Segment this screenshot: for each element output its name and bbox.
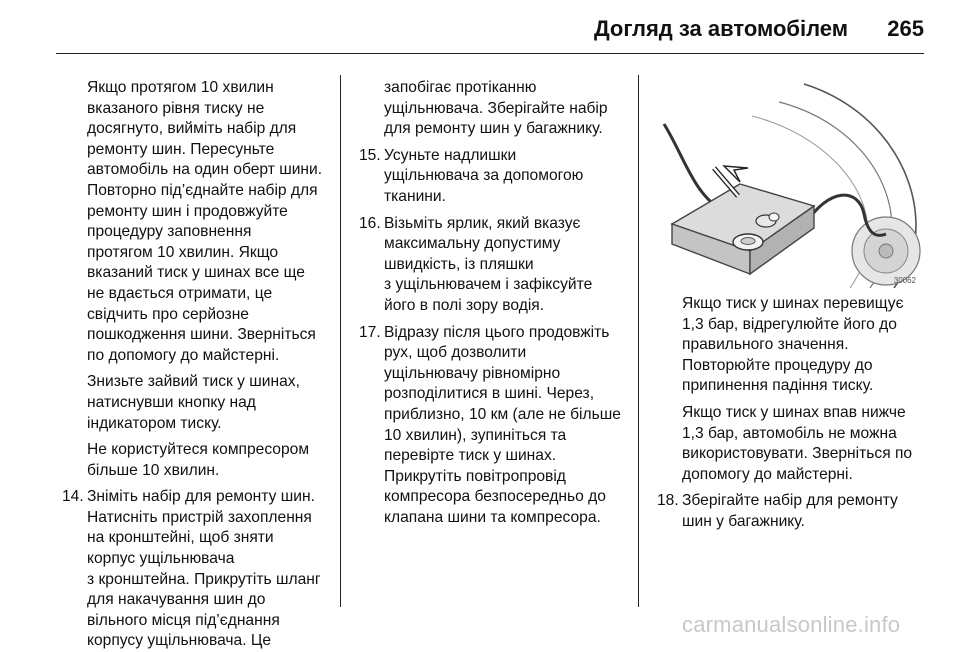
step-text: Усуньте надлишки ущільнювача за допомогою тканини. (384, 146, 584, 205)
site-watermark: carmanualsonline.info (682, 612, 901, 637)
column-2 (359, 78, 634, 528)
step-16 (359, 214, 634, 317)
column-divider-2 (638, 75, 639, 607)
column-1 (62, 78, 335, 652)
column-3 (657, 294, 924, 533)
step-text: Відразу після цього продовжіть рух, щоб дозволити ущільнювачу рівномірно розподілитися в шині. Через, приблизно, 10 км (але не більше 10 хвилин), зупиніться та перевірте тиск у шинах. Прикрутіть повітропровід компресора безпосередньо до клапана шини та компресора. (384, 323, 621, 526)
paragraph: Якщо тиск у шинах перевищує 1,3 бар, відрегулюйте його до правильного значення. Повторюйте процедуру до припинення падіння тиску. (682, 295, 904, 395)
page-number: 265 (887, 16, 924, 41)
step-text: Візьміть ярлик, який вказує максимальну допустиму швидкість, із пляшки з ущільнювачем і зафіксуйте його в полі зору водія. (384, 214, 593, 314)
page-header-title: Догляд за автомобілем (593, 16, 848, 41)
step-number: 17. (359, 323, 381, 341)
column-divider-1 (340, 75, 341, 607)
paragraph: Знизьте зайвий тиск у шинах, натиснувши кнопку над індикатором тиску. (87, 373, 300, 432)
step-number: 14. (62, 488, 84, 506)
step-number: 18. (657, 492, 679, 510)
header-divider (56, 53, 924, 54)
step-number: 15. (359, 146, 381, 164)
step-18 (657, 491, 924, 532)
paragraph: Не користуйтеся компресором більше 10 хвилин. (87, 441, 310, 479)
compressor-illustration (654, 76, 922, 288)
step-17 (359, 323, 634, 529)
compressor-tire-drawing (654, 76, 922, 288)
paragraph: Якщо тиск у шинах впав нижче 1,3 бар, автомобіль не можна використовувати. Зверніться по допомогу до майстерні. (682, 403, 913, 483)
step-15 (359, 146, 634, 208)
paragraph: Якщо протягом 10 хвилин вказаного рівня тиску не досягнуто, вийміть набір для ремонту шин. Пересуньте автомобіль на один оберт шини. Повторно під’єднайте набір для ремонту шин і продовжуйте процедуру заповнення протягом 10 хвилин. Якщо вказаний тиск у шинах все ще не вдається отримати, це свідчить про серйозне пошкодження шини. Зверніться по допомогу до майстерні. (87, 79, 323, 364)
step-number: 16. (359, 214, 381, 232)
paragraph: запобігає протіканню ущільнювача. Зберігайте набір для ремонту шин у багажнику. (384, 79, 608, 138)
figure-code: 30062 (893, 276, 916, 285)
step-14 (62, 487, 335, 652)
step-text: Зніміть набір для ремонту шин. Натисніть пристрій захоплення на кронштейні, щоб зняти корпус ущільнювача з кронштейна. Прикрутіть шланг для накачування шин до вільного місця під’єднання корпусу ущільнювача. Це (87, 488, 321, 650)
step-text: Зберігайте набір для ремонту шин у багажнику. (682, 492, 898, 530)
